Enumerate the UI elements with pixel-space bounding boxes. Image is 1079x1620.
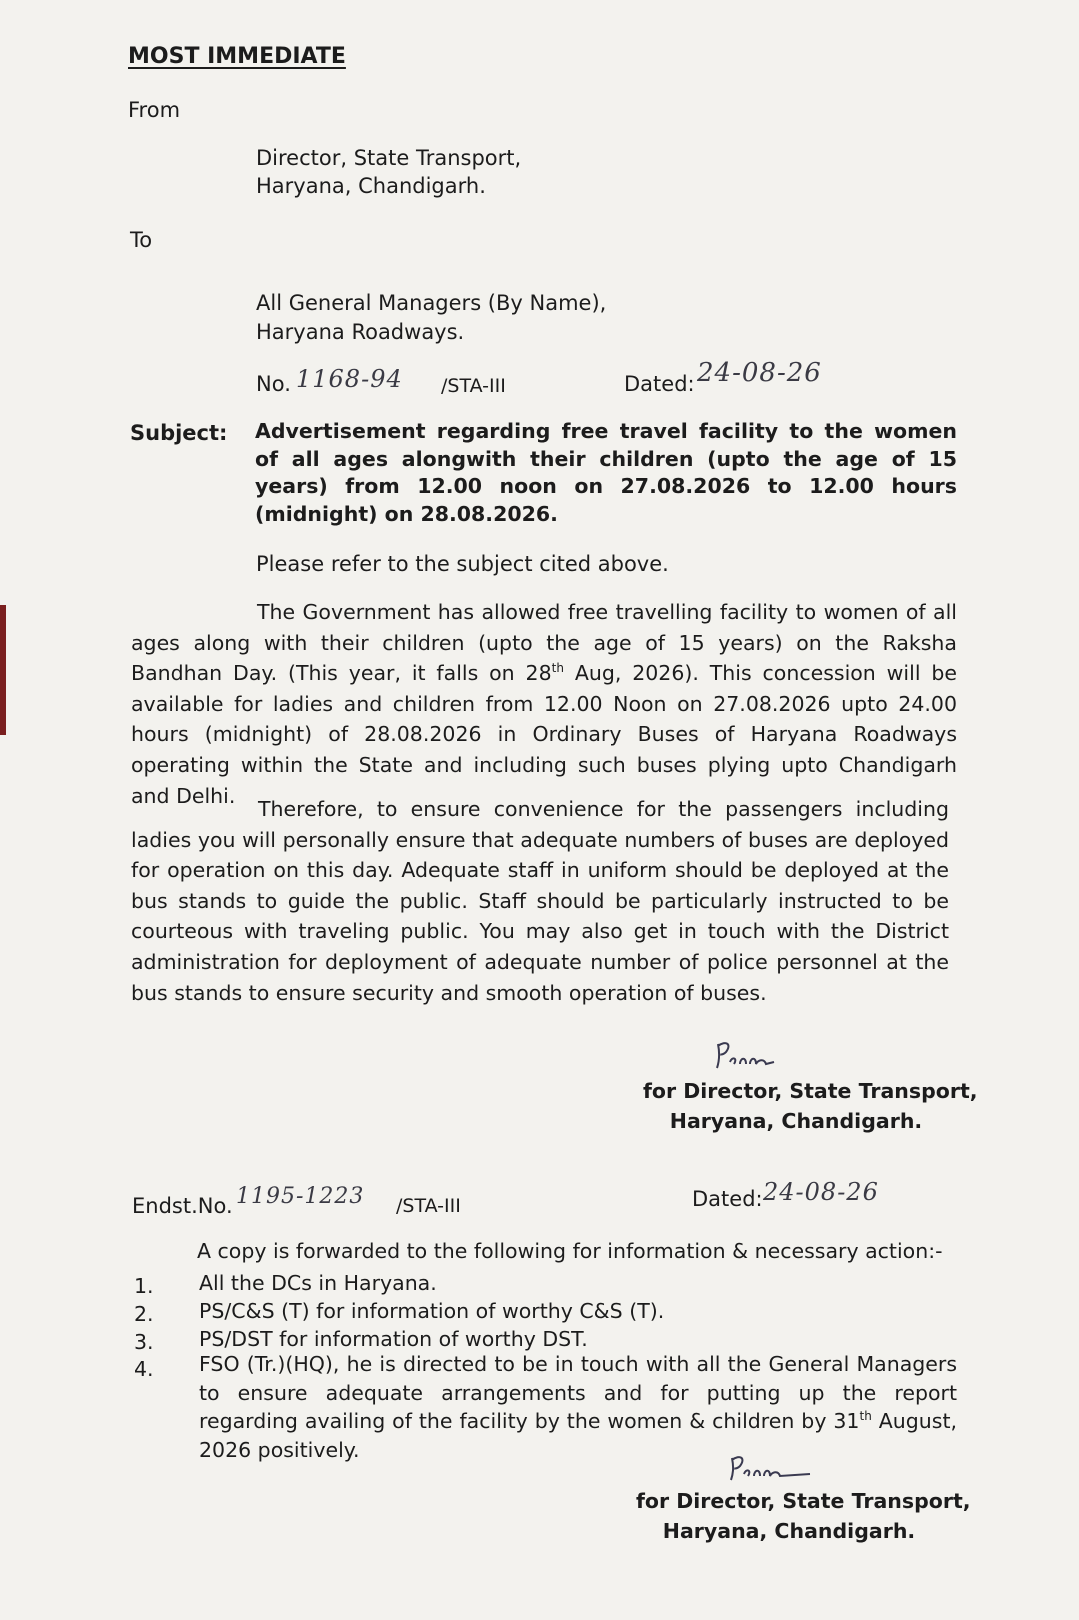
reference-no-handwritten: 1168-94 bbox=[296, 365, 403, 393]
endorsement-intro: A copy is forwarded to the following for information & necessary action:- bbox=[197, 1239, 943, 1263]
reference-date-handwritten: 24-08-26 bbox=[697, 358, 822, 388]
endorsement-no-label: Endst.No. bbox=[132, 1194, 233, 1218]
body-paragraph-1 bbox=[131, 597, 957, 811]
signature-1-line2: Haryana, Chandigarh. bbox=[669, 1109, 923, 1133]
paragraph-1-superscript: th bbox=[551, 661, 564, 676]
body-paragraph-2: Therefore, to ensure convenience for the passengers including ladies you will personally ensure that adequate numbers of buses are deployed for operation on this day. Adequate staff in uniform should be deployed at the bus stands to guide the public. Staff should be particularly instructed to be courteous with traveling public. You may also get in touch with the District administration for deployment of adequate number of police personnel at the bus stands to ensure security and smooth operation of buses. bbox=[131, 797, 949, 1005]
paragraph-1-part-a: The Government has allowed free travelling facility to women of all ages along with their children (upto the age of 15 years) on the Raksha Bandhan Day. (This year, it falls on 28 bbox=[131, 600, 957, 686]
reference-no-label: No. bbox=[256, 372, 291, 396]
endorsement-date-handwritten: 24-08-26 bbox=[763, 1178, 879, 1206]
subject-text: Advertisement regarding free travel facility to the women of all ages alongwith their children (upto the age of 15 years) from 12.00 noon on 27.08.2026 to 12.00 hours (midnight) on 28.08.2026. bbox=[255, 419, 957, 526]
from-address-line2: Haryana, Chandigarh. bbox=[256, 174, 486, 198]
subject-label: Subject: bbox=[130, 421, 228, 445]
signature-2-line1: for Director, State Transport, bbox=[636, 1489, 971, 1513]
signature-2-mark bbox=[726, 1452, 816, 1486]
list-item-4-part-b: August, 2026 positively. bbox=[199, 1409, 957, 1462]
from-address-line1: Director, State Transport, bbox=[256, 146, 522, 170]
endorsement-dated-label: Dated: bbox=[692, 1187, 763, 1211]
page-edge-mark bbox=[0, 605, 6, 735]
priority-heading: MOST IMMEDIATE bbox=[128, 44, 346, 69]
to-label: To bbox=[130, 228, 153, 252]
list-item-4-number: 4. bbox=[134, 1357, 154, 1381]
to-address-line2: Haryana Roadways. bbox=[256, 320, 465, 344]
to-address-line1: All General Managers (By Name), bbox=[256, 291, 607, 315]
list-item-4-text bbox=[199, 1350, 957, 1464]
signature-1-mark bbox=[712, 1036, 782, 1076]
list-item-1-number: 1. bbox=[134, 1274, 154, 1298]
list-item-4-superscript: th bbox=[859, 1409, 872, 1424]
list-item-3-text: PS/DST for information of worthy DST. bbox=[199, 1327, 588, 1351]
list-item-2-text: PS/C&S (T) for information of worthy C&S (T). bbox=[199, 1299, 665, 1323]
list-item-3-number: 3. bbox=[134, 1330, 154, 1354]
list-item-4-part-a: FSO (Tr.)(HQ), he is directed to be in touch with all the General Managers to ensure adequate arrangements and for putting up the report regarding availing of the facility by the women & children by 31 bbox=[199, 1352, 957, 1433]
paragraph-1-part-b: Aug, 2026). This concession will be available for ladies and children from 12.00 Noon on 27.08.2026 upto 24.00 hours (midnight) of 28.08.2026 in Ordinary Buses of Haryana Roadways operating within the State and including such buses plying upto Chandigarh and Delhi. bbox=[131, 661, 958, 808]
signature-1-block bbox=[643, 1076, 978, 1136]
signature-1-line1: for Director, State Transport, bbox=[643, 1079, 978, 1103]
signature-2-line2: Haryana, Chandigarh. bbox=[662, 1519, 916, 1543]
endorsement-no-handwritten: 1195-1223 bbox=[236, 1184, 365, 1209]
endorsement-office: /STA-III bbox=[396, 1195, 461, 1217]
reference-office: /STA-III bbox=[441, 375, 506, 397]
list-item-1-text: All the DCs in Haryana. bbox=[199, 1271, 437, 1295]
from-label: From bbox=[128, 98, 181, 122]
body-intro: Please refer to the subject cited above. bbox=[256, 552, 669, 576]
list-item-2-number: 2. bbox=[134, 1302, 154, 1326]
signature-2-block bbox=[636, 1486, 971, 1546]
reference-dated-label: Dated: bbox=[624, 372, 695, 396]
